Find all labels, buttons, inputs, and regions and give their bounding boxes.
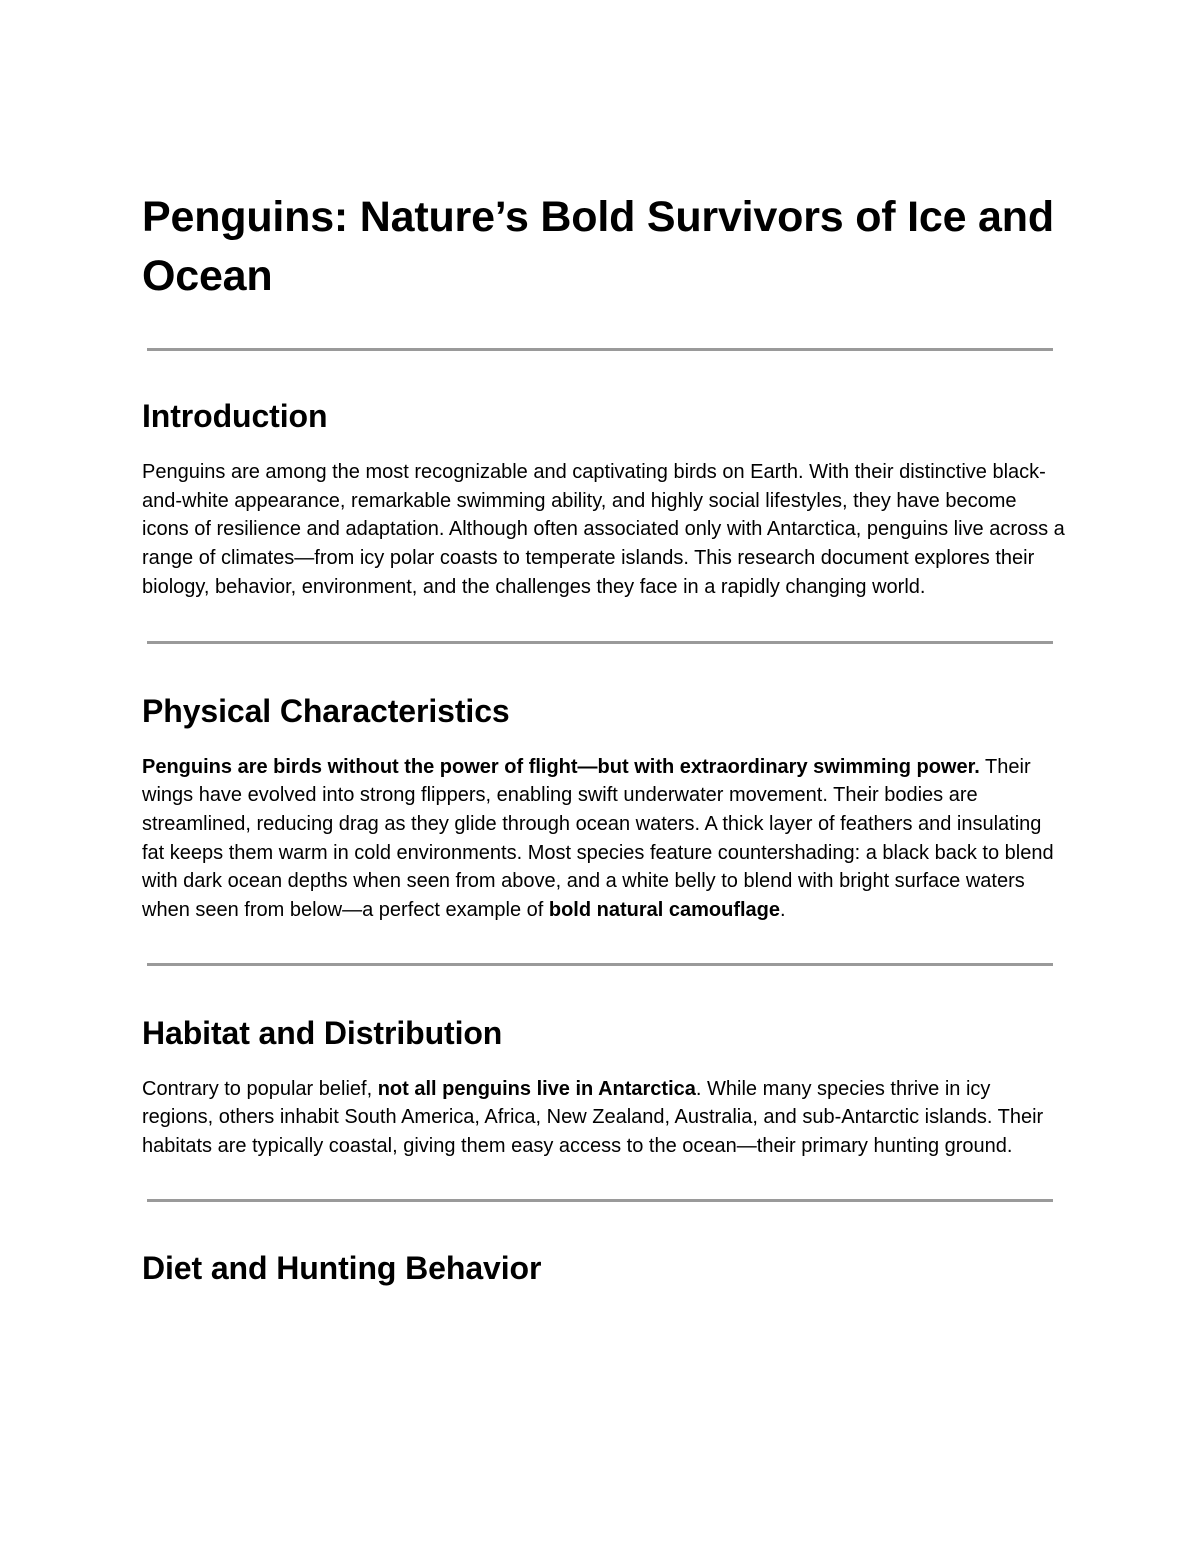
paragraph-introduction	[142, 458, 1067, 602]
habitat-bold: not all penguins live in Antarctica	[377, 1077, 696, 1100]
habitat-text-end: . While many species thrive in icy regions, others inhabit South America, Africa, New Zealand, Australia, and sub-Antarctic islands. Their habitats are typically coastal, giving them easy access to the ocean—their primary hunting ground.	[142, 1077, 1044, 1158]
physical-tail-end: .	[780, 899, 786, 922]
heading-physical-characteristics: Physical Characteristics	[142, 692, 510, 729]
introduction-text: Penguins are among the most recognizable and captivating birds on Earth. With their distinctive black-and-white appearance, remarkable swimming ability, and highly social lifestyles, they have become icons of resilience and adaptation. Although often associated only with Antarctica, penguins live across a range of climates—from icy polar coasts to temperate islands. This research document explores their biology, behavior, environment, and the challenges they face in a rapidly changing world.	[142, 461, 1065, 598]
section-divider	[147, 641, 1053, 644]
section-divider	[147, 963, 1053, 966]
habitat-text-start: Contrary to popular belief,	[142, 1077, 378, 1100]
heading-introduction: Introduction	[142, 398, 328, 434]
physical-lead-bold: Penguins are birds without the power of flight—but with extraordinary swimming power.	[142, 755, 980, 778]
document-title: Penguins: Nature’s Bold Survivors of Ice and Ocean	[142, 193, 1054, 300]
paragraph-habitat-distribution	[142, 1075, 1067, 1161]
section-divider	[147, 1199, 1053, 1202]
heading-diet-hunting: Diet and Hunting Behavior	[142, 1249, 542, 1286]
section-divider	[147, 348, 1053, 351]
physical-text: Their wings have evolved into strong flippers, enabling swift underwater movement. Their bodies are streamlined, reducing drag as they glide through ocean waters. A thick layer of feathers and insulating fat keeps them warm in cold environments. Most species feature countershading: a black back to blend with dark ocean depths when seen from above, and a white belly to blend with bright surface waters when seen from below—a perfect example of	[142, 755, 1054, 922]
heading-habitat-distribution: Habitat and Distribution	[142, 1014, 503, 1051]
document-page	[142, 188, 1065, 1288]
paragraph-physical-characteristics	[142, 753, 1067, 925]
physical-tail-bold: bold natural camouflage	[548, 899, 781, 922]
